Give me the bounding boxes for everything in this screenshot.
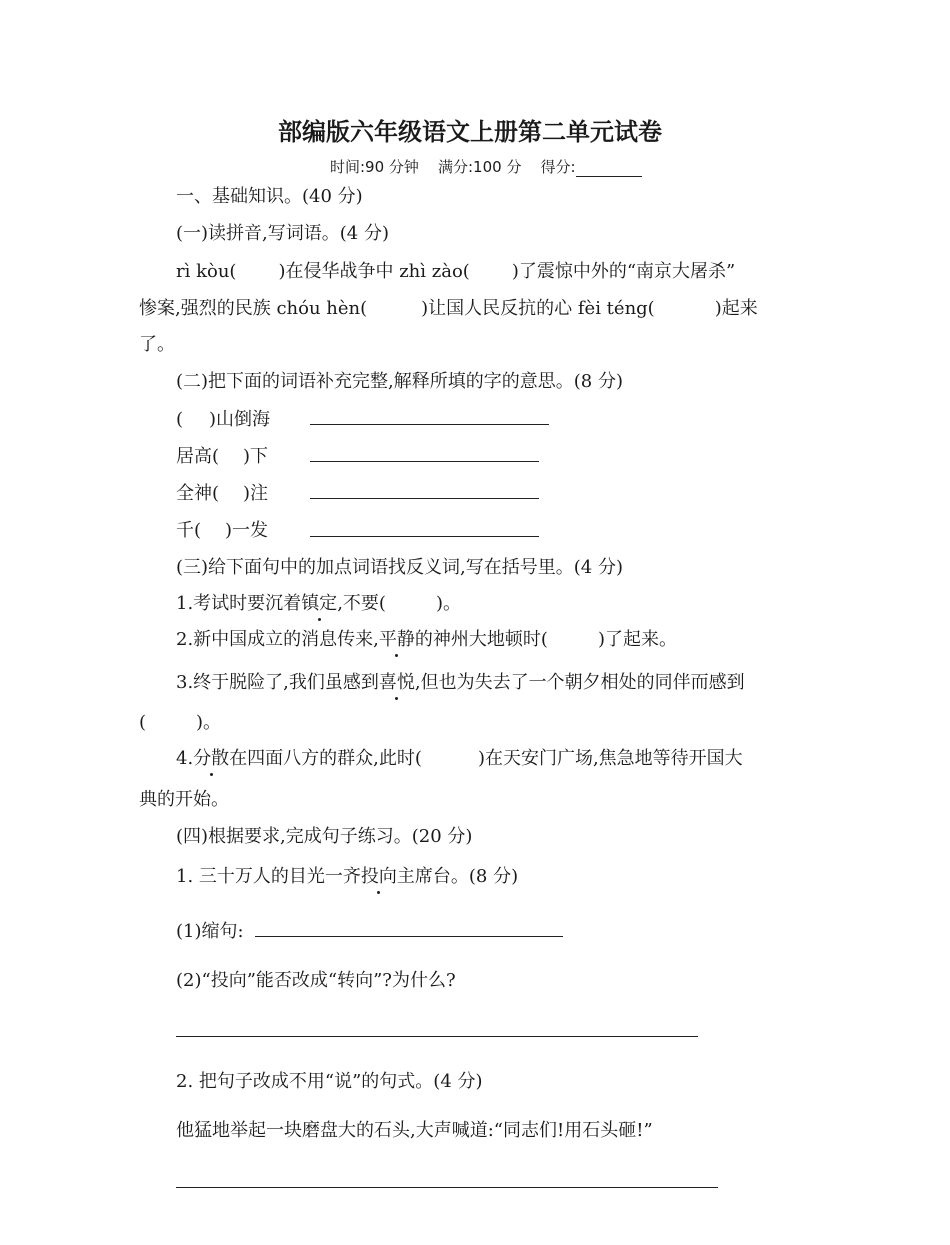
full-score: 满分:100 分: [438, 158, 522, 176]
q4-part-2: 2. 把句子改成不用“说”的句式。(4 分): [176, 1071, 483, 1092]
q3-sentence-1: 1.考试时要沉着镇定,不要( )。: [176, 589, 461, 615]
q1-line-2: 惨案,强烈的民族 chóu hèn( )让国人民反抗的心 fèi téng( )起来: [139, 298, 758, 319]
q2-item: 千( )一发: [176, 520, 269, 541]
q4-part-1: 1. 三十万人的目光一齐投向主席台。(8 分): [176, 862, 518, 888]
answer-line[interactable]: [176, 1036, 698, 1037]
answer-line[interactable]: [176, 1187, 718, 1188]
q1-line-3: 了。: [139, 334, 175, 355]
q3-sentence-3-cont: ( )。: [139, 712, 222, 733]
dotted-word: 平静: [379, 625, 415, 651]
dotted-word: 镇定: [301, 589, 337, 615]
exam-meta: [330, 156, 642, 177]
q2-item: 全神( )注: [176, 483, 269, 504]
q4-1-shorten: (1)缩句:: [176, 921, 244, 942]
q3-sentence-4: 4.分散在四面八方的群众,此时( )在天安门广场,焦急地等待开国大: [176, 744, 743, 770]
q3-sentence-3: 3.终于脱险了,我们虽感到喜悦,但也为失去了一个朝夕相处的同伴而感到: [176, 668, 745, 694]
time-limit: 时间:90 分钟: [330, 158, 419, 176]
q3-sentence-4-cont: 典的开始。: [139, 789, 229, 810]
q1-line-1: rì kòu( )在侵华战争中 zhì zào( )了震惊中外的“南京大屠杀”: [176, 261, 736, 282]
dotted-word: 分散: [193, 744, 229, 770]
answer-line[interactable]: [310, 461, 539, 462]
answer-line[interactable]: [255, 936, 563, 937]
dotted-word: 喜悦: [379, 668, 415, 694]
q4-2-sentence: 他猛地举起一块磨盘大的石头,大声喊道:“同志们!用石头砸!”: [176, 1120, 653, 1141]
answer-line[interactable]: [310, 536, 539, 537]
answer-line[interactable]: [310, 424, 549, 425]
score-label: 得分:: [540, 158, 576, 176]
score-blank[interactable]: [576, 162, 642, 177]
q4-heading: (四)根据要求,完成句子练习。(20 分): [176, 826, 473, 847]
q2-item: ( )山倒海: [176, 409, 271, 430]
answer-line[interactable]: [310, 498, 539, 499]
q4-1-question: (2)“投向”能否改成“转向”?为什么?: [176, 970, 456, 991]
q3-sentence-2: 2.新中国成立的消息传来,平静的神州大地顿时( )了起来。: [176, 625, 677, 651]
q2-heading: (二)把下面的词语补充完整,解释所填的字的意思。(8 分): [176, 371, 623, 392]
dotted-word: 投向: [361, 862, 397, 888]
page-title: 部编版六年级语文上册第二单元试卷: [278, 117, 662, 146]
q3-heading: (三)给下面句中的加点词语找反义词,写在括号里。(4 分): [176, 557, 623, 578]
q1-heading: (一)读拼音,写词语。(4 分): [176, 223, 389, 244]
section-1-heading: 一、基础知识。(40 分): [176, 186, 363, 207]
q2-item: 居高( )下: [176, 446, 269, 467]
